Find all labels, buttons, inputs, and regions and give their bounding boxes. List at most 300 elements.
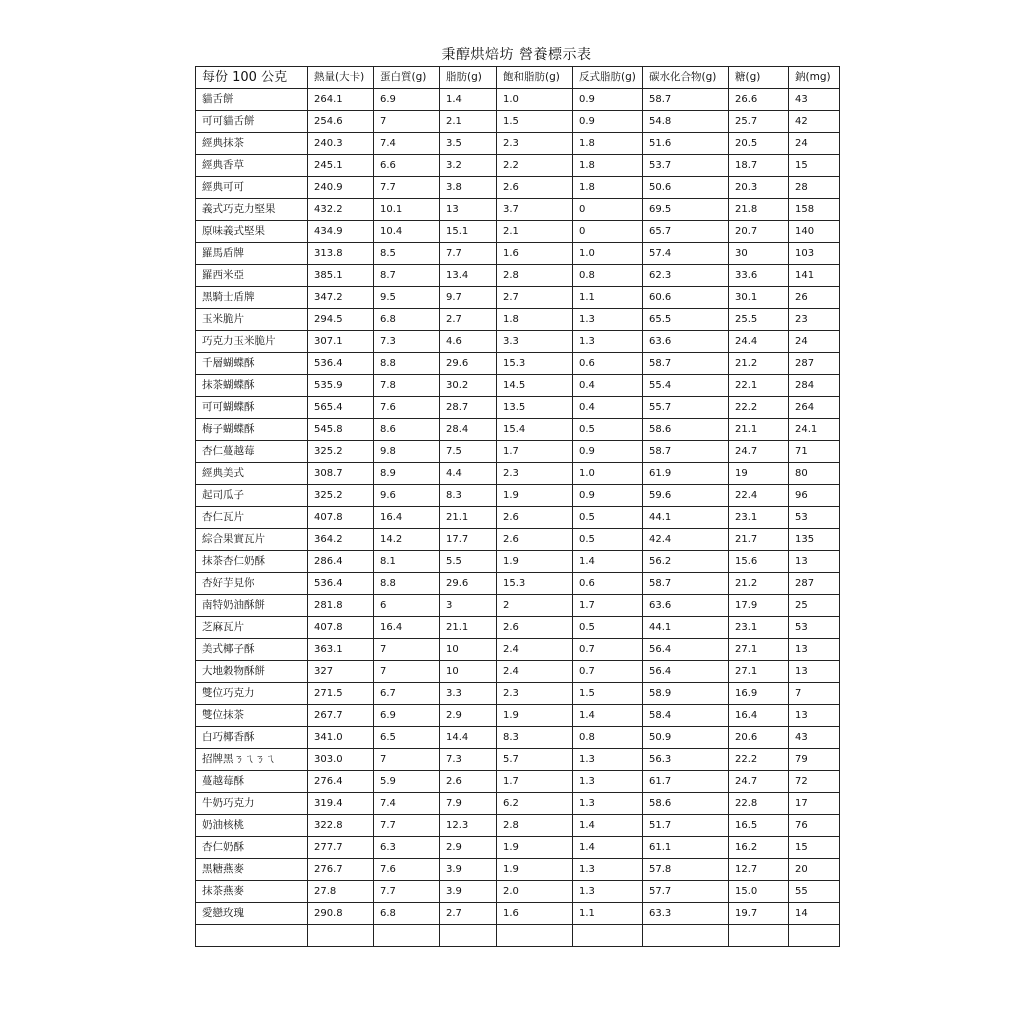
- cell-fat: 13: [440, 199, 497, 221]
- cell-fat: 9.7: [440, 287, 497, 309]
- cell-protein: 6.7: [374, 683, 440, 705]
- cell-trans-fat: 1.3: [573, 771, 643, 793]
- cell-carbohydrate: 62.3: [643, 265, 729, 287]
- cell-saturated-fat: 14.5: [497, 375, 573, 397]
- cell-protein: 8.8: [374, 573, 440, 595]
- table-row: [196, 881, 840, 903]
- cell-protein: 16.4: [374, 617, 440, 639]
- cell-sugar: 33.6: [729, 265, 789, 287]
- cell-calories: 290.8: [308, 903, 374, 925]
- cell-fat: 10: [440, 661, 497, 683]
- cell-calories: 385.1: [308, 265, 374, 287]
- cell-trans-fat: 1.7: [573, 595, 643, 617]
- cell-fat: 5.5: [440, 551, 497, 573]
- cell-calories: 27.8: [308, 881, 374, 903]
- cell-sugar: 27.1: [729, 639, 789, 661]
- cell-product-name: 抹茶杏仁奶酥: [196, 551, 308, 573]
- cell-product-name: 抹茶蝴蝶酥: [196, 375, 308, 397]
- cell-sodium: 53: [789, 507, 840, 529]
- cell-saturated-fat: 5.7: [497, 749, 573, 771]
- cell-saturated-fat: 15.3: [497, 353, 573, 375]
- cell-trans-fat: 1.8: [573, 155, 643, 177]
- cell-fat: 28.4: [440, 419, 497, 441]
- cell-sodium: 80: [789, 463, 840, 485]
- cell-fat: 3.8: [440, 177, 497, 199]
- cell-sodium: 284: [789, 375, 840, 397]
- header-row: [196, 67, 840, 89]
- cell-calories: 536.4: [308, 573, 374, 595]
- cell-carbohydrate: 56.2: [643, 551, 729, 573]
- cell-sugar: 22.4: [729, 485, 789, 507]
- cell-saturated-fat: 2.3: [497, 683, 573, 705]
- cell-sugar: 17.9: [729, 595, 789, 617]
- cell-carbohydrate: 54.8: [643, 111, 729, 133]
- cell-protein: [374, 925, 440, 947]
- cell-trans-fat: 0.8: [573, 265, 643, 287]
- cell-calories: 264.1: [308, 89, 374, 111]
- cell-calories: 286.4: [308, 551, 374, 573]
- cell-sodium: 42: [789, 111, 840, 133]
- cell-trans-fat: 1.3: [573, 881, 643, 903]
- cell-fat: 4.4: [440, 463, 497, 485]
- table-row: [196, 749, 840, 771]
- cell-sodium: 13: [789, 639, 840, 661]
- cell-saturated-fat: 2.4: [497, 639, 573, 661]
- cell-trans-fat: 1.0: [573, 243, 643, 265]
- cell-trans-fat: 0.6: [573, 353, 643, 375]
- cell-sodium: 141: [789, 265, 840, 287]
- cell-saturated-fat: 6.2: [497, 793, 573, 815]
- cell-calories: 294.5: [308, 309, 374, 331]
- cell-carbohydrate: 42.4: [643, 529, 729, 551]
- cell-protein: 7.6: [374, 859, 440, 881]
- cell-saturated-fat: 2.2: [497, 155, 573, 177]
- cell-carbohydrate: 61.7: [643, 771, 729, 793]
- cell-sodium: 23: [789, 309, 840, 331]
- cell-protein: 7.8: [374, 375, 440, 397]
- cell-product-name: 巧克力玉米脆片: [196, 331, 308, 353]
- table-row: [196, 793, 840, 815]
- cell-fat: 7.3: [440, 749, 497, 771]
- table-row: [196, 485, 840, 507]
- cell-sodium: 76: [789, 815, 840, 837]
- cell-calories: 240.3: [308, 133, 374, 155]
- cell-saturated-fat: 1.9: [497, 705, 573, 727]
- cell-trans-fat: 1.3: [573, 793, 643, 815]
- cell-calories: 364.2: [308, 529, 374, 551]
- cell-sugar: 15.0: [729, 881, 789, 903]
- table-row: [196, 221, 840, 243]
- cell-sodium: 55: [789, 881, 840, 903]
- cell-fat: 8.3: [440, 485, 497, 507]
- cell-carbohydrate: 58.9: [643, 683, 729, 705]
- cell-carbohydrate: 58.7: [643, 441, 729, 463]
- cell-carbohydrate: 50.9: [643, 727, 729, 749]
- cell-trans-fat: 0.9: [573, 485, 643, 507]
- cell-saturated-fat: 1.9: [497, 551, 573, 573]
- header-protein: 蛋白質(g): [374, 67, 440, 89]
- cell-protein: 10.4: [374, 221, 440, 243]
- cell-saturated-fat: 1.0: [497, 89, 573, 111]
- cell-product-name: 黑糖燕麥: [196, 859, 308, 881]
- cell-trans-fat: 1.0: [573, 463, 643, 485]
- cell-product-name: 南特奶油酥餅: [196, 595, 308, 617]
- header-sodium: 鈉(mg): [789, 67, 840, 89]
- cell-product-name: 可可貓舌餅: [196, 111, 308, 133]
- cell-sodium: 15: [789, 837, 840, 859]
- cell-protein: 7: [374, 661, 440, 683]
- cell-product-name: 愛戀玫瑰: [196, 903, 308, 925]
- cell-sugar: 25.7: [729, 111, 789, 133]
- cell-trans-fat: 1.1: [573, 903, 643, 925]
- cell-carbohydrate: 57.8: [643, 859, 729, 881]
- header-serving-size: 每份 100 公克: [196, 67, 308, 89]
- cell-product-name: 杏仁瓦片: [196, 507, 308, 529]
- cell-product-name: 綜合果實瓦片: [196, 529, 308, 551]
- cell-trans-fat: [573, 925, 643, 947]
- table-row: [196, 265, 840, 287]
- cell-sodium: 43: [789, 89, 840, 111]
- cell-carbohydrate: 63.3: [643, 903, 729, 925]
- cell-carbohydrate: 53.7: [643, 155, 729, 177]
- cell-saturated-fat: 1.6: [497, 903, 573, 925]
- cell-protein: 6: [374, 595, 440, 617]
- cell-fat: 2.6: [440, 771, 497, 793]
- cell-sodium: 13: [789, 551, 840, 573]
- cell-saturated-fat: 1.7: [497, 771, 573, 793]
- cell-trans-fat: 0.6: [573, 573, 643, 595]
- cell-trans-fat: 1.3: [573, 309, 643, 331]
- cell-trans-fat: 1.3: [573, 749, 643, 771]
- cell-fat: [440, 925, 497, 947]
- cell-sodium: [789, 925, 840, 947]
- cell-fat: 7.5: [440, 441, 497, 463]
- cell-product-name: 原味義式堅果: [196, 221, 308, 243]
- cell-sugar: 24.7: [729, 771, 789, 793]
- cell-calories: 407.8: [308, 507, 374, 529]
- cell-sugar: 19: [729, 463, 789, 485]
- cell-product-name: 羅西米亞: [196, 265, 308, 287]
- cell-saturated-fat: 1.5: [497, 111, 573, 133]
- cell-saturated-fat: 3.7: [497, 199, 573, 221]
- cell-saturated-fat: 2.4: [497, 661, 573, 683]
- cell-sodium: 24: [789, 133, 840, 155]
- cell-protein: 8.1: [374, 551, 440, 573]
- cell-sugar: 24.4: [729, 331, 789, 353]
- cell-trans-fat: 0.5: [573, 507, 643, 529]
- cell-sugar: 22.1: [729, 375, 789, 397]
- cell-saturated-fat: 2.3: [497, 463, 573, 485]
- cell-fat: 3: [440, 595, 497, 617]
- cell-saturated-fat: 8.3: [497, 727, 573, 749]
- cell-protein: 14.2: [374, 529, 440, 551]
- cell-calories: 325.2: [308, 441, 374, 463]
- cell-calories: 322.8: [308, 815, 374, 837]
- table-row: [196, 529, 840, 551]
- cell-calories: 254.6: [308, 111, 374, 133]
- cell-product-name: 牛奶巧克力: [196, 793, 308, 815]
- cell-protein: 7.7: [374, 815, 440, 837]
- cell-sugar: 21.2: [729, 353, 789, 375]
- cell-calories: 240.9: [308, 177, 374, 199]
- cell-fat: 2.7: [440, 309, 497, 331]
- cell-calories: 267.7: [308, 705, 374, 727]
- table-row: [196, 771, 840, 793]
- table-row: [196, 309, 840, 331]
- cell-sodium: 24.1: [789, 419, 840, 441]
- cell-calories: 276.7: [308, 859, 374, 881]
- cell-fat: 4.6: [440, 331, 497, 353]
- cell-fat: 21.1: [440, 617, 497, 639]
- cell-sugar: 24.7: [729, 441, 789, 463]
- cell-saturated-fat: 2.7: [497, 287, 573, 309]
- cell-sodium: 79: [789, 749, 840, 771]
- table-row: [196, 683, 840, 705]
- table-row: [196, 727, 840, 749]
- cell-sodium: 135: [789, 529, 840, 551]
- cell-protein: 7.3: [374, 331, 440, 353]
- cell-sugar: 21.7: [729, 529, 789, 551]
- cell-calories: 308.7: [308, 463, 374, 485]
- cell-product-name: 千層蝴蝶酥: [196, 353, 308, 375]
- nutrition-table: [195, 66, 840, 947]
- cell-sugar: 21.1: [729, 419, 789, 441]
- cell-protein: 6.9: [374, 705, 440, 727]
- cell-saturated-fat: 2.3: [497, 133, 573, 155]
- cell-product-name: 抹茶燕麥: [196, 881, 308, 903]
- cell-calories: 271.5: [308, 683, 374, 705]
- cell-calories: 276.4: [308, 771, 374, 793]
- cell-sodium: 20: [789, 859, 840, 881]
- cell-trans-fat: 1.4: [573, 815, 643, 837]
- cell-protein: 7.7: [374, 881, 440, 903]
- cell-product-name: 奶油核桃: [196, 815, 308, 837]
- cell-calories: 565.4: [308, 397, 374, 419]
- cell-protein: 6.5: [374, 727, 440, 749]
- table-row: [196, 133, 840, 155]
- cell-sodium: 25: [789, 595, 840, 617]
- header-trans-fat: 反式脂肪(g): [573, 67, 643, 89]
- cell-saturated-fat: 2.0: [497, 881, 573, 903]
- cell-product-name: 梅子蝴蝶酥: [196, 419, 308, 441]
- cell-calories: 313.8: [308, 243, 374, 265]
- cell-fat: 12.3: [440, 815, 497, 837]
- table-row: [196, 617, 840, 639]
- cell-carbohydrate: 56.3: [643, 749, 729, 771]
- cell-product-name: 杏仁蔓越莓: [196, 441, 308, 463]
- cell-saturated-fat: 2.8: [497, 265, 573, 287]
- cell-carbohydrate: 51.6: [643, 133, 729, 155]
- table-row: [196, 573, 840, 595]
- cell-trans-fat: 0.9: [573, 111, 643, 133]
- cell-protein: 8.5: [374, 243, 440, 265]
- cell-saturated-fat: 1.8: [497, 309, 573, 331]
- cell-trans-fat: 0.4: [573, 375, 643, 397]
- cell-sodium: 158: [789, 199, 840, 221]
- cell-trans-fat: 0.9: [573, 89, 643, 111]
- cell-fat: 2.1: [440, 111, 497, 133]
- table-row: [196, 705, 840, 727]
- header-sugar: 糖(g): [729, 67, 789, 89]
- cell-product-name: 芝麻瓦片: [196, 617, 308, 639]
- cell-protein: 10.1: [374, 199, 440, 221]
- cell-sodium: 287: [789, 573, 840, 595]
- cell-carbohydrate: 44.1: [643, 507, 729, 529]
- cell-calories: 319.4: [308, 793, 374, 815]
- cell-carbohydrate: 55.7: [643, 397, 729, 419]
- cell-trans-fat: 0.7: [573, 639, 643, 661]
- table-row: [196, 111, 840, 133]
- cell-saturated-fat: 1.9: [497, 485, 573, 507]
- cell-sodium: 43: [789, 727, 840, 749]
- cell-product-name: 玉米脆片: [196, 309, 308, 331]
- cell-carbohydrate: 59.6: [643, 485, 729, 507]
- cell-sugar: 30.1: [729, 287, 789, 309]
- cell-saturated-fat: 2.1: [497, 221, 573, 243]
- cell-saturated-fat: 1.9: [497, 837, 573, 859]
- cell-product-name: 招牌黑ㄋㄟㄋㄟ: [196, 749, 308, 771]
- cell-sodium: 24: [789, 331, 840, 353]
- cell-protein: 6.8: [374, 309, 440, 331]
- cell-sodium: 140: [789, 221, 840, 243]
- cell-saturated-fat: 1.9: [497, 859, 573, 881]
- cell-sodium: 71: [789, 441, 840, 463]
- table-row: [196, 331, 840, 353]
- cell-protein: 9.8: [374, 441, 440, 463]
- cell-carbohydrate: 58.7: [643, 573, 729, 595]
- cell-sugar: 23.1: [729, 617, 789, 639]
- table-row: [196, 199, 840, 221]
- cell-product-name: 蔓越莓酥: [196, 771, 308, 793]
- cell-product-name: 羅馬盾牌: [196, 243, 308, 265]
- cell-product-name: 經典抹茶: [196, 133, 308, 155]
- cell-calories: 432.2: [308, 199, 374, 221]
- table-row: [196, 287, 840, 309]
- cell-carbohydrate: 58.4: [643, 705, 729, 727]
- cell-sugar: 19.7: [729, 903, 789, 925]
- table-row: [196, 859, 840, 881]
- cell-saturated-fat: 2.8: [497, 815, 573, 837]
- cell-fat: 3.2: [440, 155, 497, 177]
- cell-sugar: 18.7: [729, 155, 789, 177]
- cell-carbohydrate: 51.7: [643, 815, 729, 837]
- header-saturated-fat: 飽和脂肪(g): [497, 67, 573, 89]
- cell-product-name: 經典美式: [196, 463, 308, 485]
- header-fat: 脂肪(g): [440, 67, 497, 89]
- cell-trans-fat: 0.9: [573, 441, 643, 463]
- cell-product-name: 白巧椰香酥: [196, 727, 308, 749]
- cell-saturated-fat: 15.3: [497, 573, 573, 595]
- cell-protein: 7: [374, 111, 440, 133]
- cell-calories: 363.1: [308, 639, 374, 661]
- cell-fat: 10: [440, 639, 497, 661]
- cell-fat: 3.3: [440, 683, 497, 705]
- cell-fat: 29.6: [440, 353, 497, 375]
- cell-sodium: 7: [789, 683, 840, 705]
- cell-sugar: 22.2: [729, 749, 789, 771]
- cell-protein: 7.7: [374, 177, 440, 199]
- cell-calories: 277.7: [308, 837, 374, 859]
- cell-sugar: 20.3: [729, 177, 789, 199]
- cell-carbohydrate: 44.1: [643, 617, 729, 639]
- cell-carbohydrate: 63.6: [643, 331, 729, 353]
- cell-calories: 307.1: [308, 331, 374, 353]
- cell-protein: 6.9: [374, 89, 440, 111]
- cell-sugar: 16.2: [729, 837, 789, 859]
- cell-calories: [308, 925, 374, 947]
- cell-trans-fat: 1.5: [573, 683, 643, 705]
- cell-trans-fat: 1.8: [573, 177, 643, 199]
- cell-saturated-fat: 1.7: [497, 441, 573, 463]
- cell-fat: 2.9: [440, 705, 497, 727]
- cell-product-name: 起司瓜子: [196, 485, 308, 507]
- cell-saturated-fat: 2.6: [497, 177, 573, 199]
- cell-sodium: 26: [789, 287, 840, 309]
- cell-product-name: 雙位巧克力: [196, 683, 308, 705]
- cell-calories: 245.1: [308, 155, 374, 177]
- cell-calories: 281.8: [308, 595, 374, 617]
- table-row: [196, 507, 840, 529]
- cell-product-name: 大地穀物酥餅: [196, 661, 308, 683]
- cell-calories: 341.0: [308, 727, 374, 749]
- cell-calories: 325.2: [308, 485, 374, 507]
- cell-trans-fat: 0.5: [573, 529, 643, 551]
- cell-protein: 7: [374, 749, 440, 771]
- table-row: [196, 89, 840, 111]
- cell-trans-fat: 1.4: [573, 837, 643, 859]
- cell-carbohydrate: 57.4: [643, 243, 729, 265]
- cell-carbohydrate: 56.4: [643, 661, 729, 683]
- cell-sugar: 20.6: [729, 727, 789, 749]
- cell-calories: 303.0: [308, 749, 374, 771]
- cell-trans-fat: 0.4: [573, 397, 643, 419]
- cell-saturated-fat: 2.6: [497, 529, 573, 551]
- cell-sugar: 27.1: [729, 661, 789, 683]
- cell-protein: 8.8: [374, 353, 440, 375]
- table-row: [196, 925, 840, 947]
- table-row: [196, 903, 840, 925]
- cell-protein: 16.4: [374, 507, 440, 529]
- cell-calories: 407.8: [308, 617, 374, 639]
- cell-calories: 545.8: [308, 419, 374, 441]
- cell-sugar: 20.7: [729, 221, 789, 243]
- cell-sugar: 16.9: [729, 683, 789, 705]
- cell-sodium: 72: [789, 771, 840, 793]
- cell-carbohydrate: 57.7: [643, 881, 729, 903]
- cell-sodium: 103: [789, 243, 840, 265]
- cell-sugar: 20.5: [729, 133, 789, 155]
- cell-sugar: 21.2: [729, 573, 789, 595]
- header-calories: 熱量(大卡): [308, 67, 374, 89]
- cell-sugar: 22.2: [729, 397, 789, 419]
- cell-fat: 3.5: [440, 133, 497, 155]
- cell-sodium: 96: [789, 485, 840, 507]
- cell-sugar: 26.6: [729, 89, 789, 111]
- table-row: [196, 375, 840, 397]
- header-carbohydrate: 碳水化合物(g): [643, 67, 729, 89]
- cell-carbohydrate: [643, 925, 729, 947]
- cell-sugar: 22.8: [729, 793, 789, 815]
- cell-trans-fat: 0: [573, 221, 643, 243]
- cell-protein: 7.4: [374, 793, 440, 815]
- cell-fat: 15.1: [440, 221, 497, 243]
- cell-protein: 6.8: [374, 903, 440, 925]
- cell-trans-fat: 1.4: [573, 551, 643, 573]
- cell-fat: 7.7: [440, 243, 497, 265]
- cell-carbohydrate: 69.5: [643, 199, 729, 221]
- table-row: [196, 155, 840, 177]
- cell-protein: 7.6: [374, 397, 440, 419]
